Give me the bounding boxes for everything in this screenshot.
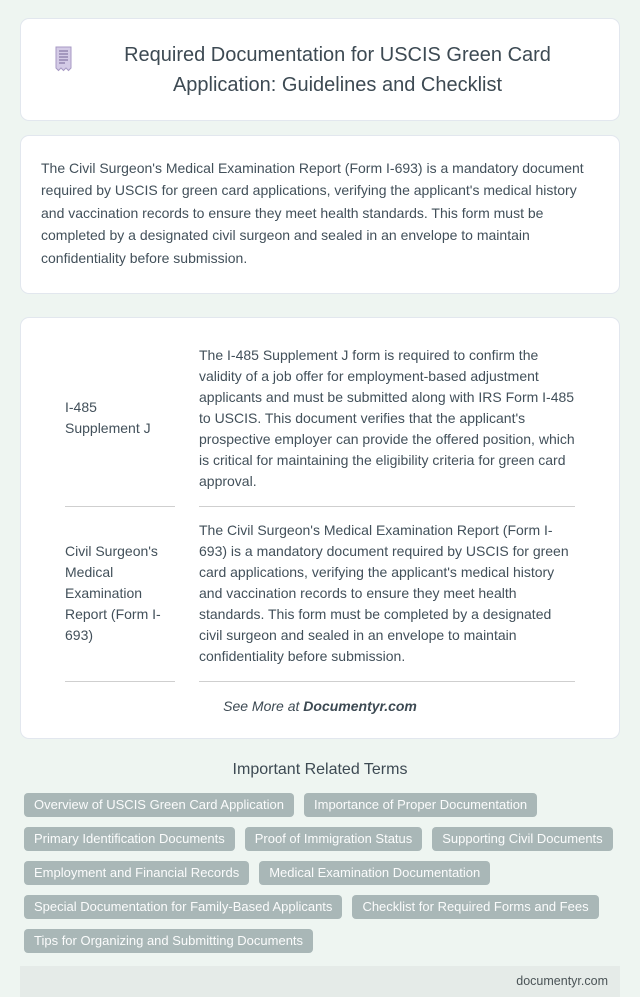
header-inner — [53, 40, 588, 100]
related-term-tag[interactable]: Checklist for Required Forms and Fees — [352, 895, 598, 919]
related-terms-heading: Important Related Terms — [232, 760, 408, 778]
intro-card — [20, 135, 620, 294]
related-terms-list — [20, 793, 620, 953]
related-term-tag[interactable]: Special Documentation for Family-Based Applicants — [24, 895, 342, 919]
table-row — [65, 332, 575, 507]
term-name: I-485 Supplement J — [65, 332, 175, 507]
related-term-tag[interactable]: Medical Examination Documentation — [259, 861, 490, 885]
related-term-tag[interactable]: Importance of Proper Documentation — [304, 793, 537, 817]
related-term-tag[interactable]: Primary Identification Documents — [24, 827, 235, 851]
receipt-icon — [53, 46, 74, 77]
footer-site-label: documentyr.com — [516, 974, 608, 989]
related-term-tag[interactable]: Overview of USCIS Green Card Application — [24, 793, 294, 817]
table-row — [65, 507, 575, 682]
brand-link[interactable]: Documentyr.com — [303, 697, 417, 714]
term-description: The Civil Surgeon's Medical Examination Report (Form I-693) is a mandatory document required by USCIS for green card applications, verifying the applicant's medical history and vaccination records to ensure they meet health standards. This form must be completed by a designated civil surgeon and sealed in an envelope to maintain confidentiality before submission. — [199, 507, 575, 682]
terms-table — [41, 332, 599, 682]
intro-paragraph: The Civil Surgeon's Medical Examination Report (Form I-693) is a mandatory document required by USCIS for green card applications, verifying the applicant's medical history and vaccination records to ensure they meet health standards. This form must be completed by a designated civil surgeon and sealed in an envelope to maintain confidentiality before submission. — [41, 160, 584, 266]
terms-table-card — [20, 317, 620, 739]
header-card — [20, 18, 620, 121]
related-term-tag[interactable]: Tips for Organizing and Submitting Documents — [24, 929, 313, 953]
see-more-line — [41, 698, 599, 714]
related-term-tag[interactable]: Proof of Immigration Status — [245, 827, 423, 851]
see-more-prefix: See More at — [223, 697, 304, 714]
page-title: Required Documentation for USCIS Green Card Application: Guidelines and Checklist — [124, 43, 551, 96]
related-term-tag[interactable]: Employment and Financial Records — [24, 861, 249, 885]
term-name: Civil Surgeon's Medical Examination Report (Form I-693) — [65, 507, 175, 682]
footer-bar — [20, 966, 620, 997]
term-description: The I-485 Supplement J form is required to confirm the validity of a job offer for employment-based adjustment applicants and must be submitted along with IRS Form I-485 to USCIS. This document verifies that the applicant's prospective employer can provide the offered position, which is critical for maintaining the eligibility criteria for green card approval. — [199, 332, 575, 507]
related-term-tag[interactable]: Supporting Civil Documents — [432, 827, 612, 851]
